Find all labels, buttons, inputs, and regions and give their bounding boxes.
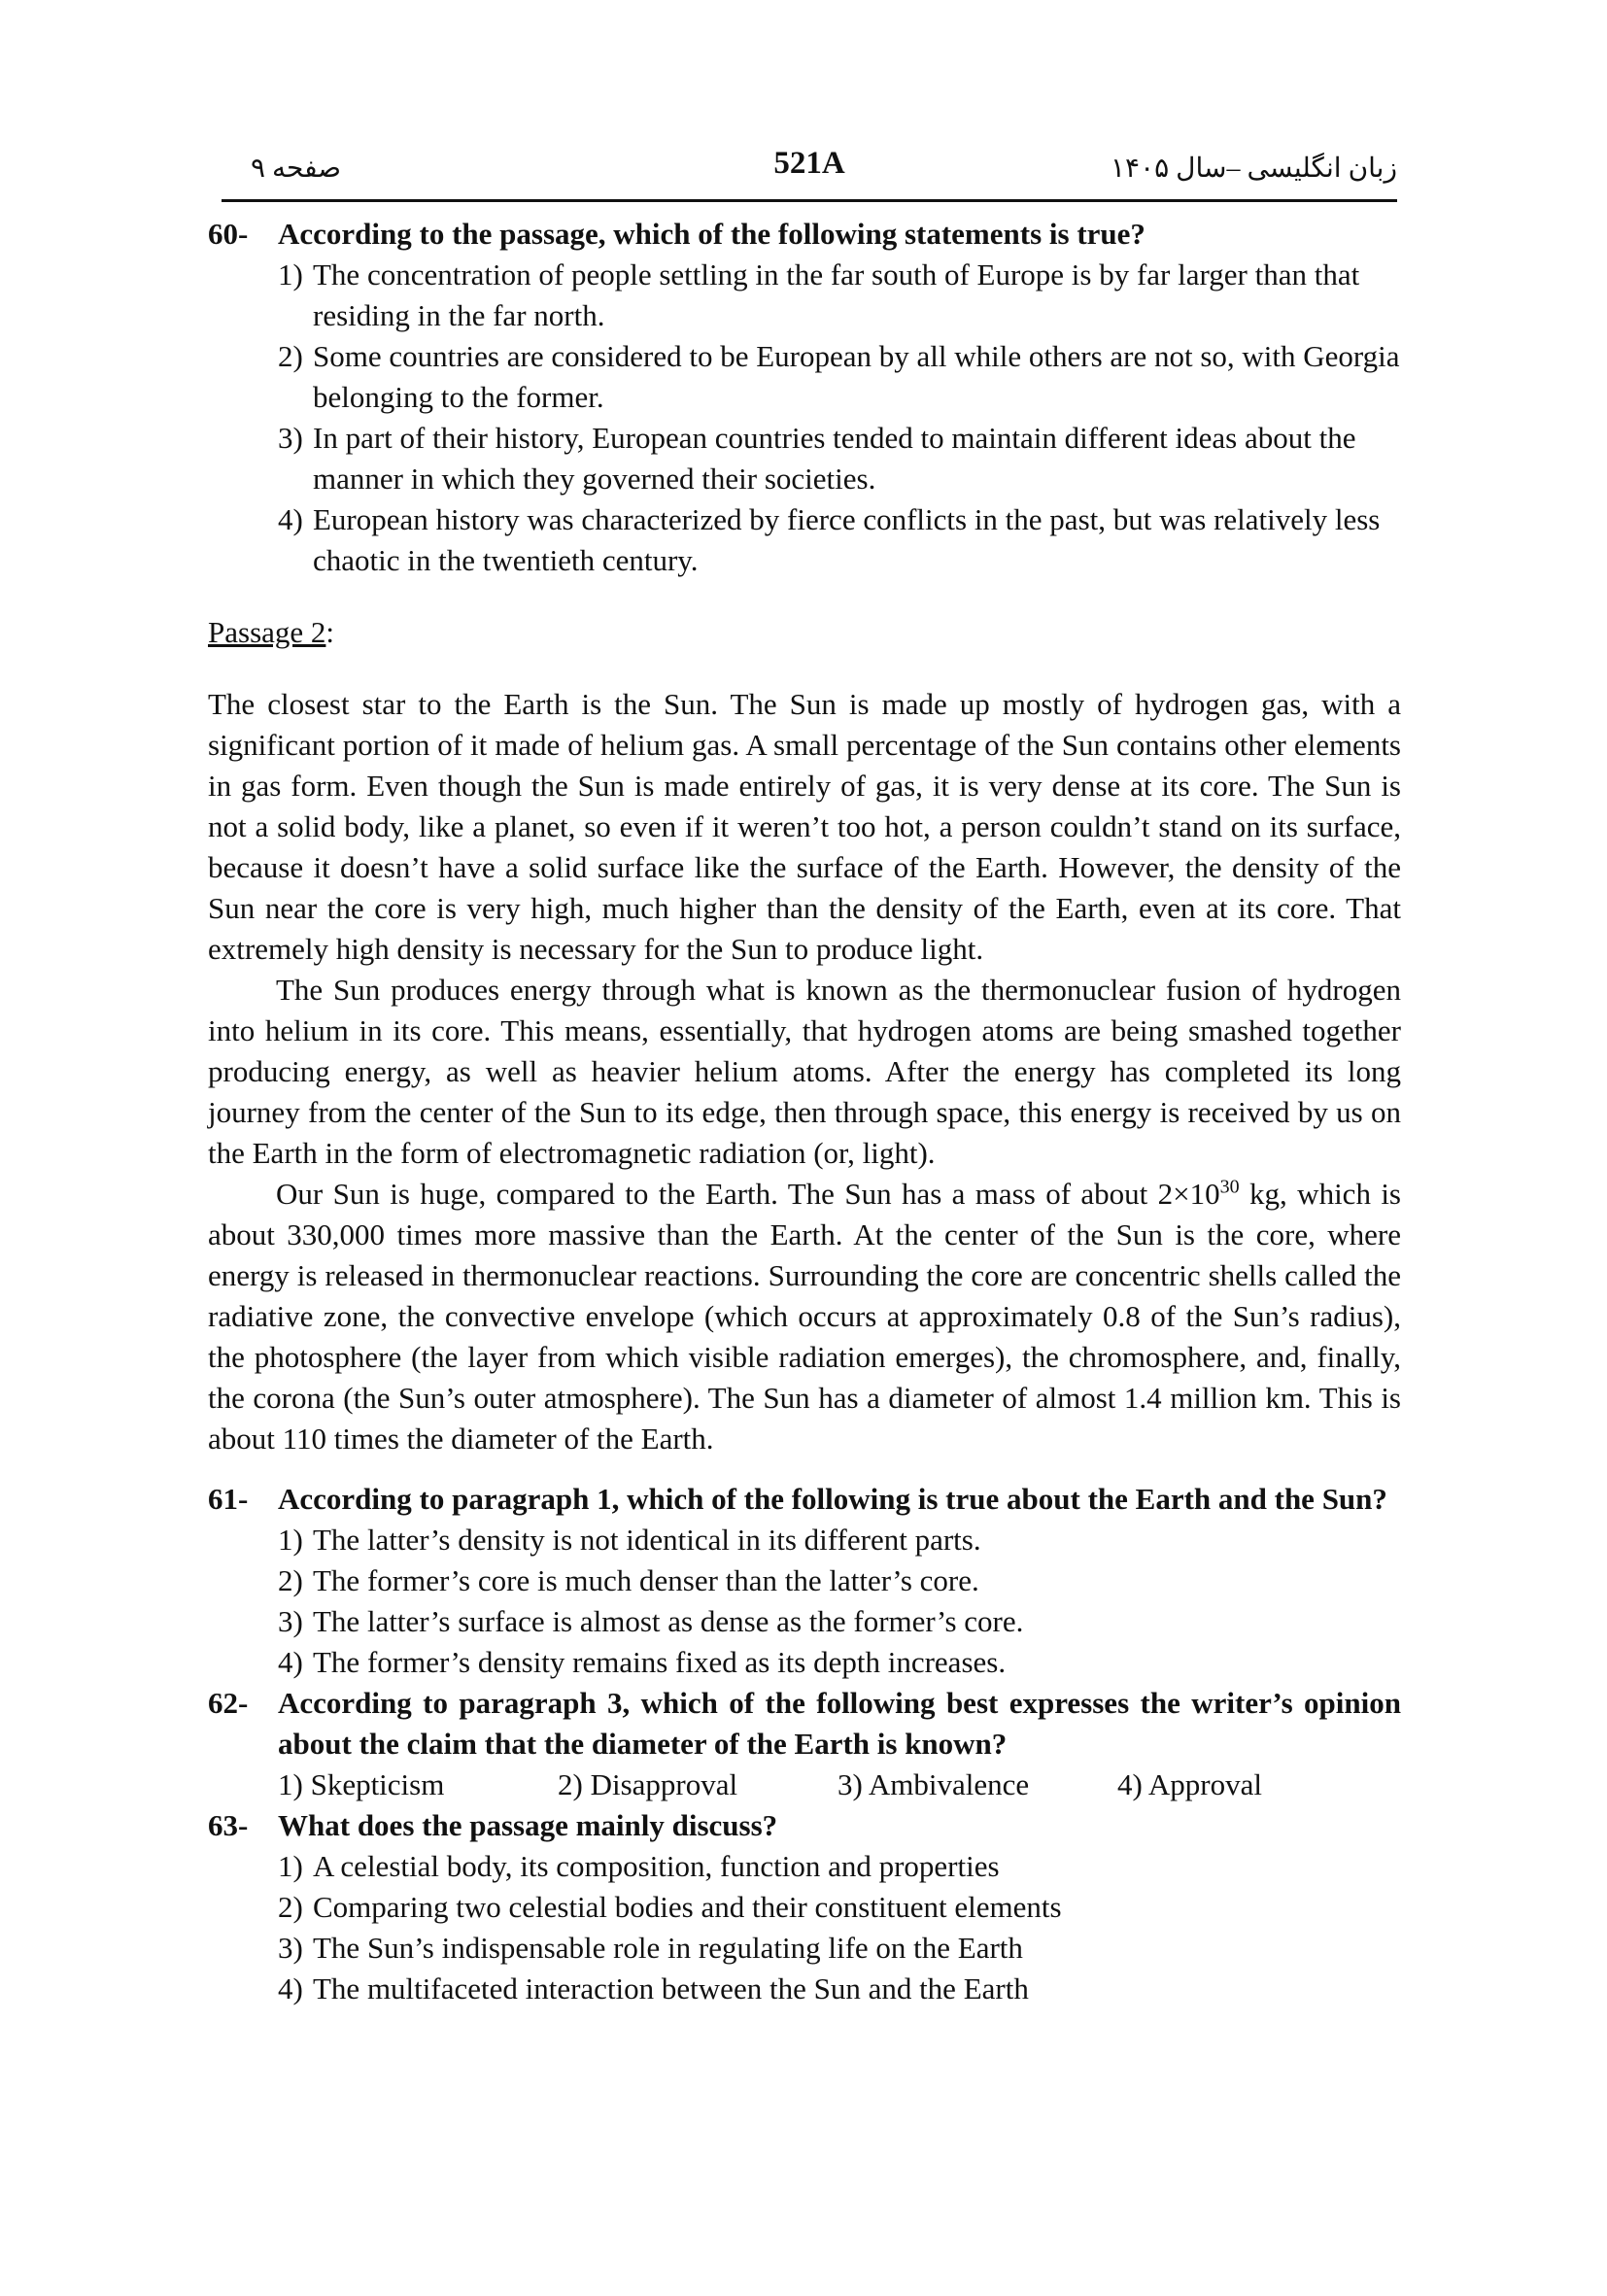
question-61 (208, 1479, 1401, 1683)
option-text: The Sun’s indispensable role in regulating life on the Earth (313, 1931, 1023, 1965)
question-text: According to paragraph 1, which of the following is true about the Earth and the Sun? (278, 1482, 1387, 1516)
option-number: 3) (278, 1931, 303, 1965)
option-1 (208, 1846, 1401, 1887)
option-number: 2) (278, 1563, 303, 1597)
question-63 (208, 1805, 1401, 2009)
option-2 (208, 1560, 1401, 1601)
option-4 (208, 1969, 1401, 2009)
option-number: 2) (278, 1890, 303, 1924)
option-text: The multifaceted interaction between the Sun and the Earth (313, 1971, 1029, 2005)
page-header (222, 146, 1397, 194)
option-1: 1) Skepticism (278, 1767, 445, 1801)
option-text: The former’s density remains fixed as its depth increases. (313, 1645, 1007, 1679)
option-1 (208, 255, 1401, 336)
option-text: In part of their history, European countries tended to maintain different ideas about the manner in which they governed their societies. (313, 421, 1356, 496)
option-text: Comparing two celestial bodies and their constituent elements (313, 1890, 1062, 1924)
option-number: 3) (278, 1604, 303, 1638)
paragraph-3-part-a: Our Sun is huge, compared to the Earth. The Sun has a mass of about 2×10 (276, 1177, 1220, 1211)
question-number: 62- (208, 1686, 249, 1720)
passage-paragraph-2: The Sun produces energy through what is known as the thermonuclear fusion of hydrogen into helium in its core. This means, essentially, that hydrogen atoms are being smashed together producing energy, as well as heavier helium atoms. After the energy has completed its long journey from the center of the Sun to its edge, then through space, this energy is received by us on the Earth in the form of electromagnetic radiation (or, light). (208, 973, 1401, 1170)
passage-title-text: Passage 2 (208, 615, 326, 649)
passage-title (208, 612, 1401, 653)
question-number: 63- (208, 1808, 249, 1842)
option-number: 1) (278, 1849, 303, 1883)
exam-subject-label: زبان انگلیسی –سال ۱۴۰۵ (1111, 154, 1397, 184)
page-content (208, 214, 1401, 2009)
booklet-code: 521A (773, 146, 845, 181)
passage-paragraph-1: The closest star to the Earth is the Sun. The Sun is made up mostly of hydrogen gas, with a significant portion of it made of helium gas. A small percentage of the Sun contains other elements in gas form. Even though the Sun is made entirely of gas, it is very dense at its core. The Sun is not a solid body, like a planet, so even if it weren’t too hot, a person couldn’t stand on its surface, because it doesn’t have a solid surface like the surface of the Earth. However, the density of the Sun near the core is very high, much higher than the density of the Earth, even at its core. That extremely high density is necessary for the Sun to produce light. (208, 687, 1401, 966)
option-text: European history was characterized by fierce conflicts in the past, but was relatively less chaotic in the twentieth century. (313, 502, 1381, 577)
exponent: 30 (1219, 1176, 1240, 1198)
option-1 (208, 1520, 1401, 1560)
option-4 (208, 1642, 1401, 1683)
option-4: 4) Approval (1117, 1767, 1262, 1801)
option-number: 4) (278, 1971, 303, 2005)
question-61-stem (208, 1479, 1401, 1520)
option-4 (208, 499, 1401, 581)
question-60 (208, 214, 1401, 581)
option-2 (208, 336, 1401, 418)
question-text: According to paragraph 3, which of the following best expresses the writer’s opinion about the claim that the diameter of the Earth is known? (278, 1686, 1401, 1761)
option-number: 4) (278, 502, 303, 536)
passage-title-colon: : (325, 615, 335, 649)
option-text: Some countries are considered to be European by all while others are not so, with Georgia belonging to the former. (313, 339, 1400, 414)
question-text: According to the passage, which of the following statements is true? (278, 217, 1145, 251)
option-number: 2) (278, 339, 303, 373)
options-row (208, 1765, 1401, 1805)
question-60-stem (208, 214, 1401, 255)
header-divider (222, 199, 1397, 202)
question-text: What does the passage mainly discuss? (278, 1808, 778, 1842)
option-2 (208, 1887, 1401, 1928)
option-number: 1) (278, 1523, 303, 1557)
question-number: 61- (208, 1482, 249, 1516)
option-text: The latter’s density is not identical in its different parts. (313, 1523, 981, 1557)
paragraph-3-part-b: kg, which is about 330,000 times more massive than the Earth. At the center of the Sun is the core, where energy is released in thermonuclear reactions. Surrounding the core are concentric shells called the radiative zone, the convective envelope (which occurs at approximately 0.8 of the Sun’s radius), the photosphere (the layer from which visible radiation emerges), the chromosphere, and, finally, the corona (the Sun’s outer atmosphere). The Sun has a diameter of almost 1.4 million km. This is about 110 times the diameter of the Earth. (208, 1177, 1402, 1456)
question-63-stem (208, 1805, 1401, 1846)
option-number: 1) (278, 257, 303, 291)
option-text: A celestial body, its composition, function and properties (313, 1849, 1000, 1883)
option-2: 2) Disapproval (558, 1767, 738, 1801)
option-3 (208, 1928, 1401, 1969)
question-62 (208, 1683, 1401, 1805)
option-text: The latter’s surface is almost as dense as the former’s core. (313, 1604, 1024, 1638)
option-number: 3) (278, 421, 303, 455)
passage-paragraph-3 (208, 1174, 1401, 1459)
option-3 (208, 418, 1401, 499)
option-text: The concentration of people settling in the far south of Europe is by far larger than that residing in the far north. (313, 257, 1360, 332)
option-number: 4) (278, 1645, 303, 1679)
question-number: 60- (208, 217, 249, 251)
question-62-stem (208, 1683, 1401, 1765)
option-3 (208, 1601, 1401, 1642)
page-number-label: صفحه ۹ (251, 154, 342, 184)
option-3: 3) Ambivalence (838, 1767, 1030, 1801)
option-text: The former’s core is much denser than the latter’s core. (313, 1563, 979, 1597)
